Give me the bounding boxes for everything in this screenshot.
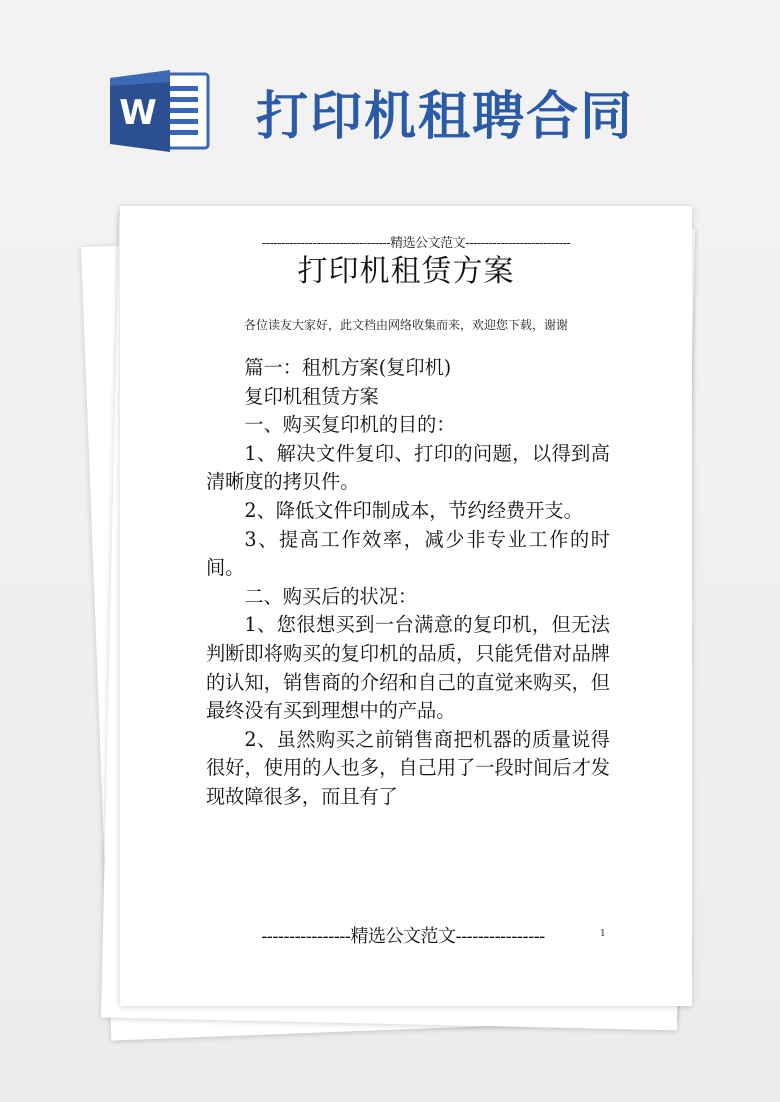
logo-letter: W	[119, 93, 157, 133]
header-line: ---------------------------------精选公文范文---------------------------	[261, 236, 571, 251]
paragraph: 1、您很想买到一台满意的复印机，但无法判断即将购买的复印机的品质，只能凭借对品牌的认知，销售商的介绍和自己的直觉来购买，但最终没有买到理想中的产品。	[206, 613, 610, 723]
banner	[108, 68, 634, 154]
word-doc-icon	[108, 68, 214, 154]
document-page	[120, 206, 692, 1006]
paragraph: 复印机租赁方案	[244, 384, 379, 408]
paragraph: 2、降低文件印制成本，节约经费开支。	[244, 498, 583, 522]
paragraph: 篇一：租机方案(复印机)	[244, 356, 452, 379]
paragraph: 一、购买复印机的目的：	[244, 413, 456, 437]
paragraph: 1、解决文件复印、打印的问题，以得到高清晰度的拷贝件。	[206, 441, 610, 494]
greeting-text: 各位读友大家好，此文档由网络收集而来，欢迎您下载，谢谢	[244, 318, 569, 332]
paragraph: 二、购买后的状况：	[244, 584, 418, 608]
document-body	[206, 354, 610, 812]
footer-line: ----------------精选公文范文----------------	[261, 926, 545, 947]
page-number: 1	[600, 929, 606, 939]
paragraph: 2、虽然购买之前销售商把机器的质量说得很好，使用的人也多，自己用了一段时间后才发现故障很多，而且有了	[206, 727, 610, 808]
document-title: 打印机租赁方案	[297, 254, 515, 289]
banner-title: 打印机租聘合同	[256, 86, 635, 147]
paragraph: 3、提高工作效率，减少非专业工作的时间。	[206, 527, 610, 580]
